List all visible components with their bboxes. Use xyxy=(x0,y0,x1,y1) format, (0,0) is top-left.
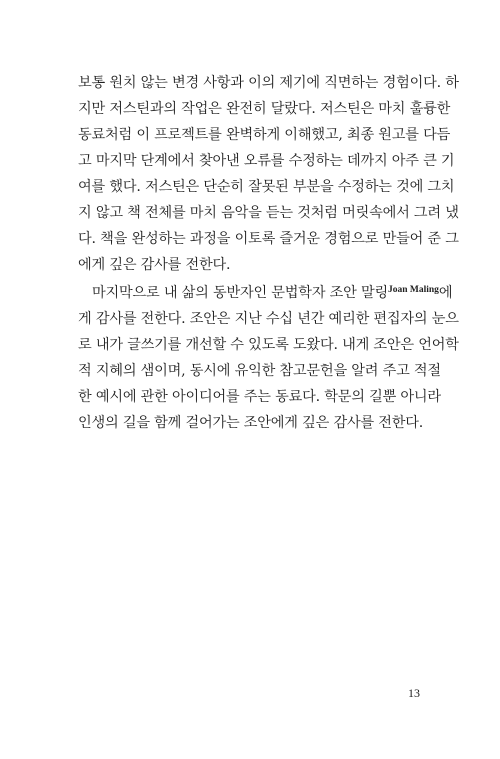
text-line: 게 감사를 전한다. 조안은 지난 수십 년간 예리한 편집자의 눈으 xyxy=(78,311,459,327)
text-line: 다. 책을 완성하는 과정을 이토록 즐거운 경험으로 만들어 준 그 xyxy=(78,231,459,247)
text-line: 고 마지막 단계에서 찾아낸 오류를 수정하는 데까지 아주 큰 기 xyxy=(78,153,455,169)
first-line-suffix: 에 xyxy=(438,285,453,301)
text-line: 지만 저스틴과의 작업은 완전히 달랐다. 저스틴은 마치 훌륭한 xyxy=(78,101,451,117)
name-annotation: Joan Maling xyxy=(387,285,439,295)
body-text xyxy=(78,70,459,436)
text-line: 인생의 길을 함께 걸어가는 조안에게 깊은 감사를 전한다. xyxy=(78,415,424,431)
paragraph-acknowledgment-joan xyxy=(78,280,459,436)
text-line: 보통 원치 않는 변경 사항과 이의 제기에 직면하는 경험이다. 하 xyxy=(78,75,459,91)
paragraph-acknowledgment-justin xyxy=(78,70,459,278)
text-line: 지 않고 책 전체를 마치 음악을 듣는 것처럼 머릿속에서 그려 냈 xyxy=(78,205,459,221)
page-number: 13 xyxy=(408,686,420,700)
text-line: 여를 했다. 저스틴은 단순히 잘못된 부분을 수정하는 것에 그치 xyxy=(78,179,455,195)
text-line: 로 내가 글쓰기를 개선할 수 있도록 도왔다. 내게 조안은 언어학 xyxy=(78,337,459,353)
first-line-text: 마지막으로 내 삶의 동반자인 문법학자 조안 말링 xyxy=(92,285,388,301)
text-line: 동료처럼 이 프로젝트를 완벽하게 이해했고, 최종 원고를 다듬 xyxy=(78,127,451,143)
text-line: 에게 깊은 감사를 전한다. xyxy=(78,257,231,273)
text-line-first xyxy=(78,280,453,306)
text-line: 적 지혜의 샘이며, 동시에 유익한 참고문헌을 알려 주고 적절 xyxy=(78,363,441,379)
text-line: 한 예시에 관한 아이디어를 주는 동료다. 학문의 길뿐 아니라 xyxy=(78,389,441,405)
